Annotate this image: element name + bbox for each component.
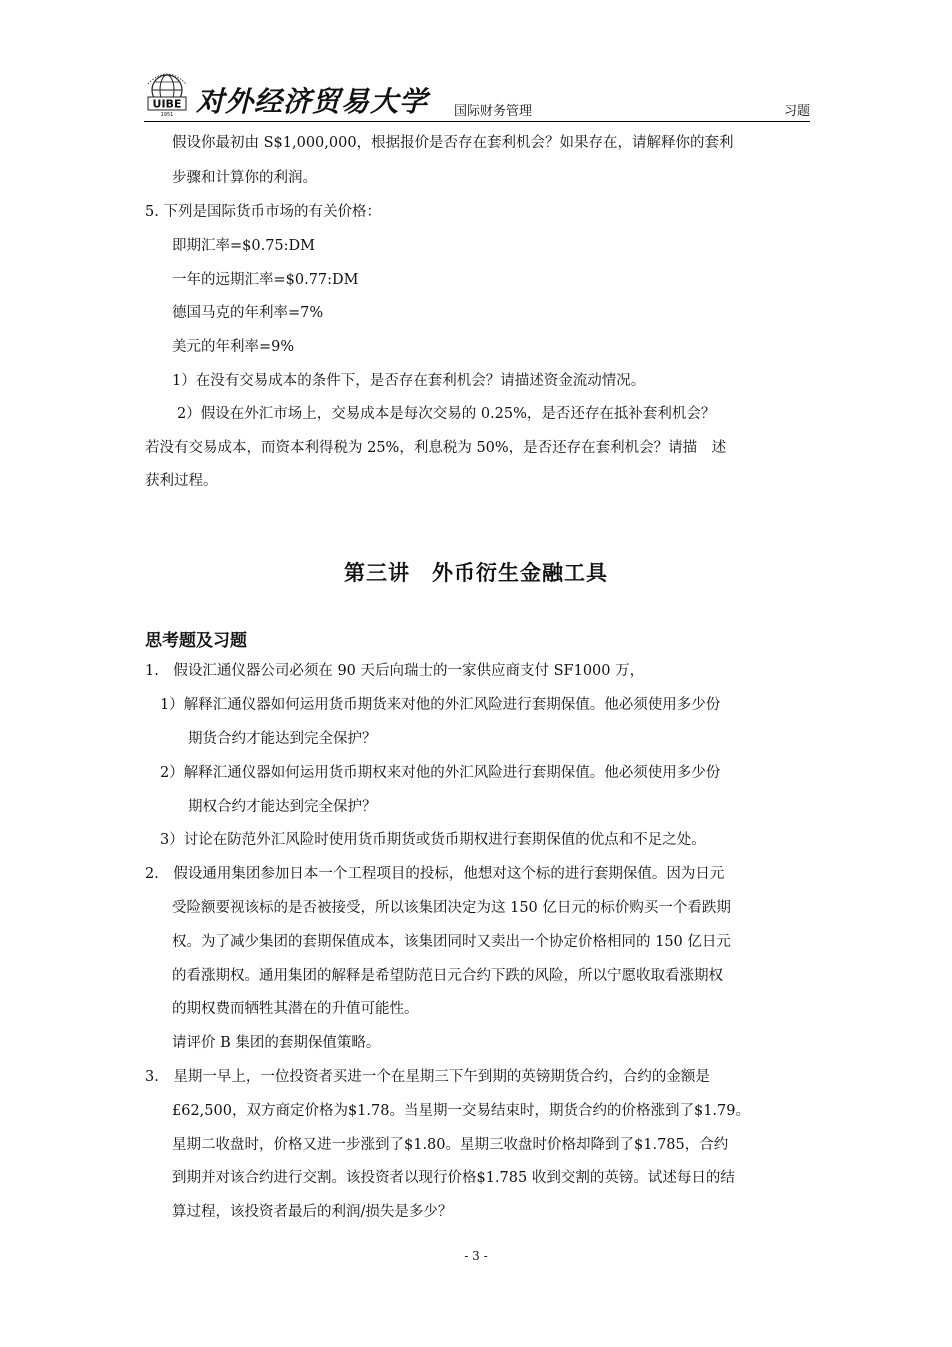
page-header (144, 70, 810, 122)
university-emblem-icon (144, 70, 190, 118)
text-line: 的期权费而牺牲其潜在的升值可能性。 (172, 1001, 419, 1017)
text-line: 德国马克的年利率=7% (172, 305, 324, 321)
text-line: 步骤和计算你的利润。 (172, 170, 317, 186)
section-label: 习题 (783, 104, 810, 119)
text-line: 期权合约才能达到完全保护？ (188, 799, 377, 815)
page-number: - 3 - (464, 1249, 488, 1263)
text-line: 若没有交易成本，而资本利得税为 25%，利息税为 50%，是否还存在套利机会？请描 述 (145, 440, 727, 456)
text-line: 算过程，该投资者最后的利润/损失是多少？ (172, 1204, 453, 1220)
university-name-logo: 对外经济贸易大学 (196, 85, 429, 118)
text-line: 星期二收盘时，价格又进一步涨到了$1.80。星期三收盘时价格却降到了$1.785，合约 (172, 1137, 729, 1153)
text-line: 3）讨论在防范外汇风险时使用货币期货或货币期权进行套期保值的优点和不足之处。 (160, 832, 706, 848)
text-line: £62,500，双方商定价格为$1.78。当星期一交易结束时，期货合约的价格涨到了$1.79。 (172, 1103, 750, 1119)
lecture-title: 第三讲 外币衍生金融工具 (344, 561, 608, 585)
text-line: 一年的远期汇率=$0.77:DM (172, 272, 359, 288)
svg-text:1951: 1951 (160, 112, 174, 118)
text-line: 权。为了减少集团的套期保值成本，该集团同时又卖出一个协定价格相同的 150 亿日元 (172, 934, 731, 950)
text-line: 即期汇率=$0.75:DM (172, 238, 316, 254)
text-line: 请评价 B 集团的套期保值策略。 (172, 1035, 381, 1051)
text-line: 1）解释汇通仪器如何运用货币期货来对他的外汇风险进行套期保值。他必须使用多少份 (160, 697, 721, 713)
text-line: 1）在没有交易成本的条件下，是否存在套利机会？请描述资金流动情况。 (172, 373, 646, 389)
course-name: 国际财务管理 (454, 104, 533, 119)
header-rule (144, 121, 810, 122)
text-line: 5. 下列是国际货币市场的有关价格： (145, 204, 381, 220)
text-line: 假设你最初由 S$1,000,000，根据报价是否存在套利机会？如果存在，请解释你的套利 (172, 135, 734, 151)
text-line: 1. 假设汇通仪器公司必须在 90 天后向瑞士的一家供应商支付 SF1000 万， (145, 663, 645, 679)
text-line: 受险额要视该标的是否被接受，所以该集团决定为这 150 亿日元的标价购买一个看跌期 (172, 900, 731, 916)
text-line: 3. 星期一早上，一位投资者买进一个在星期三下午到期的英镑期货合约，合约的金额是 (145, 1069, 710, 1085)
text-line: 期货合约才能达到完全保护？ (188, 731, 377, 747)
svg-text:UIBE: UIBE (152, 97, 182, 111)
text-line: 到期并对该合约进行交割。该投资者以现行价格$1.785 收到交割的英镑。试述每日的结 (172, 1170, 735, 1186)
text-line: 2）解释汇通仪器如何运用货币期权来对他的外汇风险进行套期保值。他必须使用多少份 (160, 765, 721, 781)
text-line: 的看涨期权。通用集团的解释是希望防范日元合约下跌的风险，所以宁愿收取看涨期权 (172, 968, 723, 984)
text-line: 获利过程。 (145, 473, 218, 489)
text-line: 2. 假设通用集团参加日本一个工程项目的投标，他想对这个标的进行套期保值。因为日元 (145, 866, 725, 882)
section-heading: 思考题及习题 (145, 631, 247, 651)
text-line: 美元的年利率=9% (172, 339, 295, 355)
text-line: 2）假设在外汇市场上，交易成本是每次交易的 0.25%，是否还存在抵补套利机会？ (177, 406, 716, 422)
